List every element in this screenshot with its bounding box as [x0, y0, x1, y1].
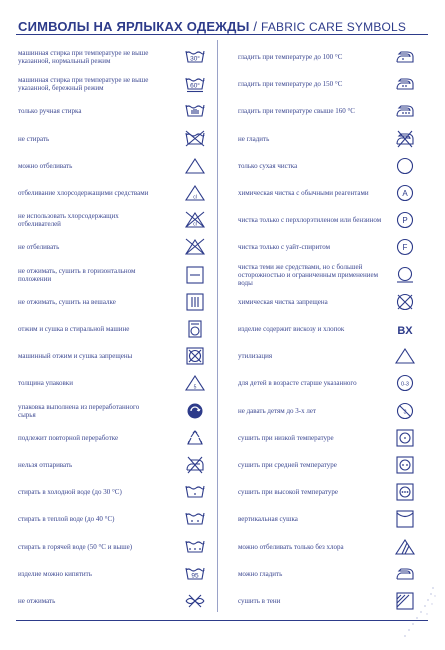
do-not-bleach-icon [184, 238, 206, 256]
symbol-row [16, 44, 212, 70]
tumble-dry-low-icon [394, 429, 416, 447]
do-not-wash-icon [184, 130, 206, 148]
symbol-description: изделие можно кипятить [18, 569, 92, 578]
symbol-row [234, 289, 430, 315]
no-machine-dry-icon [184, 347, 206, 365]
symbol-description: сушить при средней температуре [238, 461, 337, 469]
dry-clean-icon [394, 157, 416, 175]
symbol-row [234, 370, 430, 396]
iron-high-icon [394, 102, 416, 120]
symbol-row [234, 479, 430, 505]
iron-ok-icon [394, 565, 416, 583]
symbol-row [16, 398, 212, 424]
symbol-description: машинная стирка при температуре не выше указанной, нормальный режим [18, 49, 149, 65]
symbol-row [16, 452, 212, 478]
symbol-description: можно отбеливать [18, 161, 73, 170]
symbol-description: нельзя отпаривать [18, 461, 73, 469]
symbol-description: сушить при низкой температуре [238, 433, 334, 442]
symbol-description: толщина упаковки [18, 379, 73, 388]
symbol-row [234, 316, 430, 342]
do-not-dry-clean-icon [394, 293, 416, 311]
symbol-description: чистка только с перхлорэтиленом или бензином [238, 216, 382, 225]
wash-warm-icon [184, 510, 206, 528]
symbol-row [234, 71, 430, 97]
symbol-description: гладить при температуре свыше 160 °С [238, 107, 355, 116]
recyclable-icon [184, 429, 206, 447]
symbol-row [16, 506, 212, 532]
svg-text:0-3: 0-3 [401, 381, 409, 388]
iron-medium-icon [394, 75, 416, 93]
symbol-row [16, 343, 212, 369]
symbol-row [16, 316, 212, 342]
symbol-description: вертикальная сушка [238, 515, 298, 524]
symbol-description: только сухая чистка [238, 161, 298, 170]
svg-text:60°: 60° [190, 82, 200, 90]
symbol-row [234, 98, 430, 124]
symbol-row [234, 425, 430, 451]
dry-flat-icon [184, 266, 206, 284]
symbol-row [234, 44, 430, 70]
machine-dry-icon [184, 320, 206, 338]
wash-tub-60-gentle-icon [184, 75, 206, 93]
symbol-description: химическая чистка с обычными реагентами [238, 189, 369, 197]
symbol-row [16, 180, 212, 206]
symbol-description: отжим и сушка в стиральной машине [18, 325, 130, 333]
symbol-description: только ручная стирка [18, 107, 82, 116]
no-chlorine-bleach-icon [184, 211, 206, 229]
symbol-description: машинная стирка при температуре не выше указанной, бережный режим [18, 76, 149, 93]
symbol-description: отбеливание хлорсодержащими средствами [18, 189, 149, 197]
symbol-row [234, 126, 430, 152]
tumble-dry-medium-icon [394, 456, 416, 474]
symbol-description: чистка теми же средствами, но с большей осторожностью и ограниченным применением воды [238, 262, 379, 287]
symbol-description: гладить при температуре до 100 °С [238, 53, 343, 61]
symbol-description: изделие содержит вискозу и хлопок [238, 325, 345, 333]
page-header [16, 14, 428, 40]
symbol-row [16, 262, 212, 288]
symbol-description: упаковка выполнена из переработанного сырья [18, 402, 140, 419]
symbol-row [234, 180, 430, 206]
symbol-row [16, 479, 212, 505]
svg-text:cl: cl [193, 221, 197, 228]
symbol-description: не гладить [238, 134, 270, 143]
symbol-row [234, 207, 430, 233]
symbol-row [16, 425, 212, 451]
svg-text:95: 95 [191, 572, 199, 580]
title-russian: СИМВОЛЫ НА ЯРЛЫКАХ ОДЕЖДЫ [18, 19, 250, 34]
symbol-row [234, 452, 430, 478]
symbol-row [234, 506, 430, 532]
symbol-description: не использовать хлорсодержащих отбеливателей [18, 212, 119, 229]
symbol-row [16, 234, 212, 260]
viscose-cotton-icon [394, 320, 416, 338]
symbol-row [16, 561, 212, 587]
symbol-row [16, 207, 212, 233]
symbol-description: машинный отжим и сушка запрещены [18, 352, 133, 361]
drip-dry-icon [184, 293, 206, 311]
symbol-description: гладить при температуре до 150 °С [238, 80, 343, 89]
title-separator: / [249, 19, 261, 34]
symbol-description: не отжимать [18, 597, 56, 605]
do-not-wring-icon [184, 592, 206, 610]
symbol-description: не стирать [18, 134, 50, 143]
not-under-3-icon [394, 402, 416, 420]
column-divider [217, 40, 218, 612]
symbol-description: химическая чистка запрещена [238, 297, 328, 306]
symbol-row [16, 126, 212, 152]
svg-text:F: F [402, 243, 408, 253]
chlorine-bleach-icon [184, 184, 206, 202]
svg-text:cl: cl [193, 194, 197, 201]
symbol-row [234, 561, 430, 587]
symbol-description: можно гладить [238, 569, 283, 578]
svg-text:BX: BX [397, 325, 413, 337]
iron-low-icon [394, 48, 416, 66]
symbol-description: стирать в горячей воде (50 °С и выше) [18, 542, 133, 551]
symbol-description: не отбеливать [18, 243, 60, 252]
symbol-row [16, 370, 212, 396]
symbol-description: не отжимать, сушить в горизонтальном положении [18, 266, 136, 283]
symbol-description: не отжимать, сушить на вешалке [18, 297, 116, 306]
line-dry-icon [394, 510, 416, 528]
title-english: FABRIC CARE SYMBOLS [260, 20, 407, 34]
symbol-description: чистка только с уайт-спиритом [238, 243, 331, 252]
dry-clean-gentle-icon [394, 266, 416, 284]
symbol-row [234, 262, 430, 288]
symbol-description: можно отбеливать только без хлора [238, 542, 344, 551]
symbol-row [234, 234, 430, 260]
symbol-row [234, 398, 430, 424]
svg-text:5: 5 [193, 384, 197, 391]
dry-clean-a-icon [394, 184, 416, 202]
non-chlorine-bleach-icon [394, 538, 416, 556]
symbol-description: стирать в холодной воде (до 30 °С) [18, 488, 122, 497]
do-not-iron-icon [394, 130, 416, 148]
no-steam-icon [184, 456, 206, 474]
symbol-description: сушить при высокой температуре [238, 488, 338, 497]
bleach-triangle-icon [184, 157, 206, 175]
symbol-description: утилизация [238, 352, 273, 361]
symbol-description: подлежит повторной переработке [18, 433, 119, 442]
decorative-dots [397, 584, 437, 644]
symbol-description: для детей в возрасте старше указанного [238, 379, 357, 388]
symbol-row [234, 343, 430, 369]
symbol-row [16, 98, 212, 124]
hand-wash-icon [184, 102, 206, 120]
symbol-row [16, 588, 212, 614]
symbol-row [16, 289, 212, 315]
bottom-rule [16, 620, 428, 621]
svg-text:P: P [402, 216, 408, 226]
symbol-row [16, 534, 212, 560]
symbol-description: не давать детям до 3-х лет [238, 406, 316, 415]
tumble-dry-high-icon [394, 483, 416, 501]
packaging-thickness-icon [184, 374, 206, 392]
page-title [18, 19, 406, 34]
wash-tub-30-icon [184, 48, 206, 66]
age-restriction-icon [394, 374, 416, 392]
svg-text:3: 3 [403, 409, 407, 416]
symbol-row [16, 153, 212, 179]
recycled-material-icon [184, 402, 206, 420]
symbol-row [234, 153, 430, 179]
symbol-description: стирать в теплой воде (до 40 °С) [18, 515, 115, 524]
dry-clean-f-icon [394, 238, 416, 256]
symbol-row [234, 534, 430, 560]
symbol-row [16, 71, 212, 97]
wash-cold-icon [184, 483, 206, 501]
boil-95-icon [184, 565, 206, 583]
symbol-description: сушить в тени [238, 597, 281, 605]
wash-hot-icon [184, 538, 206, 556]
disposal-icon [394, 347, 416, 365]
svg-text:A: A [402, 189, 408, 198]
top-rule [16, 34, 428, 35]
dry-clean-p-icon [394, 211, 416, 229]
svg-text:30°: 30° [190, 55, 200, 63]
